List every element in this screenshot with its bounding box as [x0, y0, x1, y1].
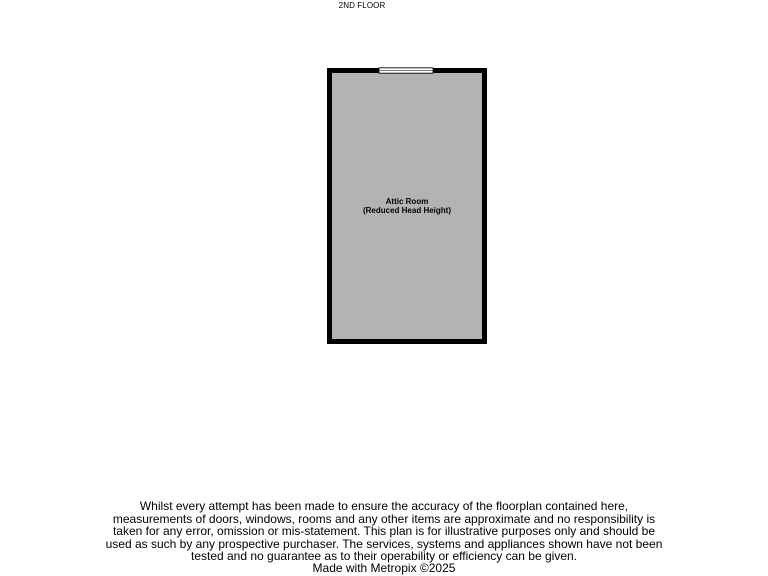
floor-title: 2ND FLOOR — [338, 1, 386, 10]
room-name: Attic Room — [385, 197, 429, 206]
disclaimer-text: Whilst every attempt has been made to ensure the accuracy of the floorplan contained here, measurements of doors, windows, rooms and any other items are approximate and no responsibility is taken for any error, omission or mis-statement. This plan is for illustrative purposes only and should be used as such by any prospective purchaser. The services, systems and appliances shown have not been tested and no guarantee as to their operability or efficiency can be given. — [105, 499, 663, 564]
window — [379, 68, 433, 74]
room-label — [332, 198, 482, 215]
room-note: (Reduced Head Height) — [362, 205, 451, 215]
credit-text: Made with Metropix ©2025 — [312, 561, 456, 575]
